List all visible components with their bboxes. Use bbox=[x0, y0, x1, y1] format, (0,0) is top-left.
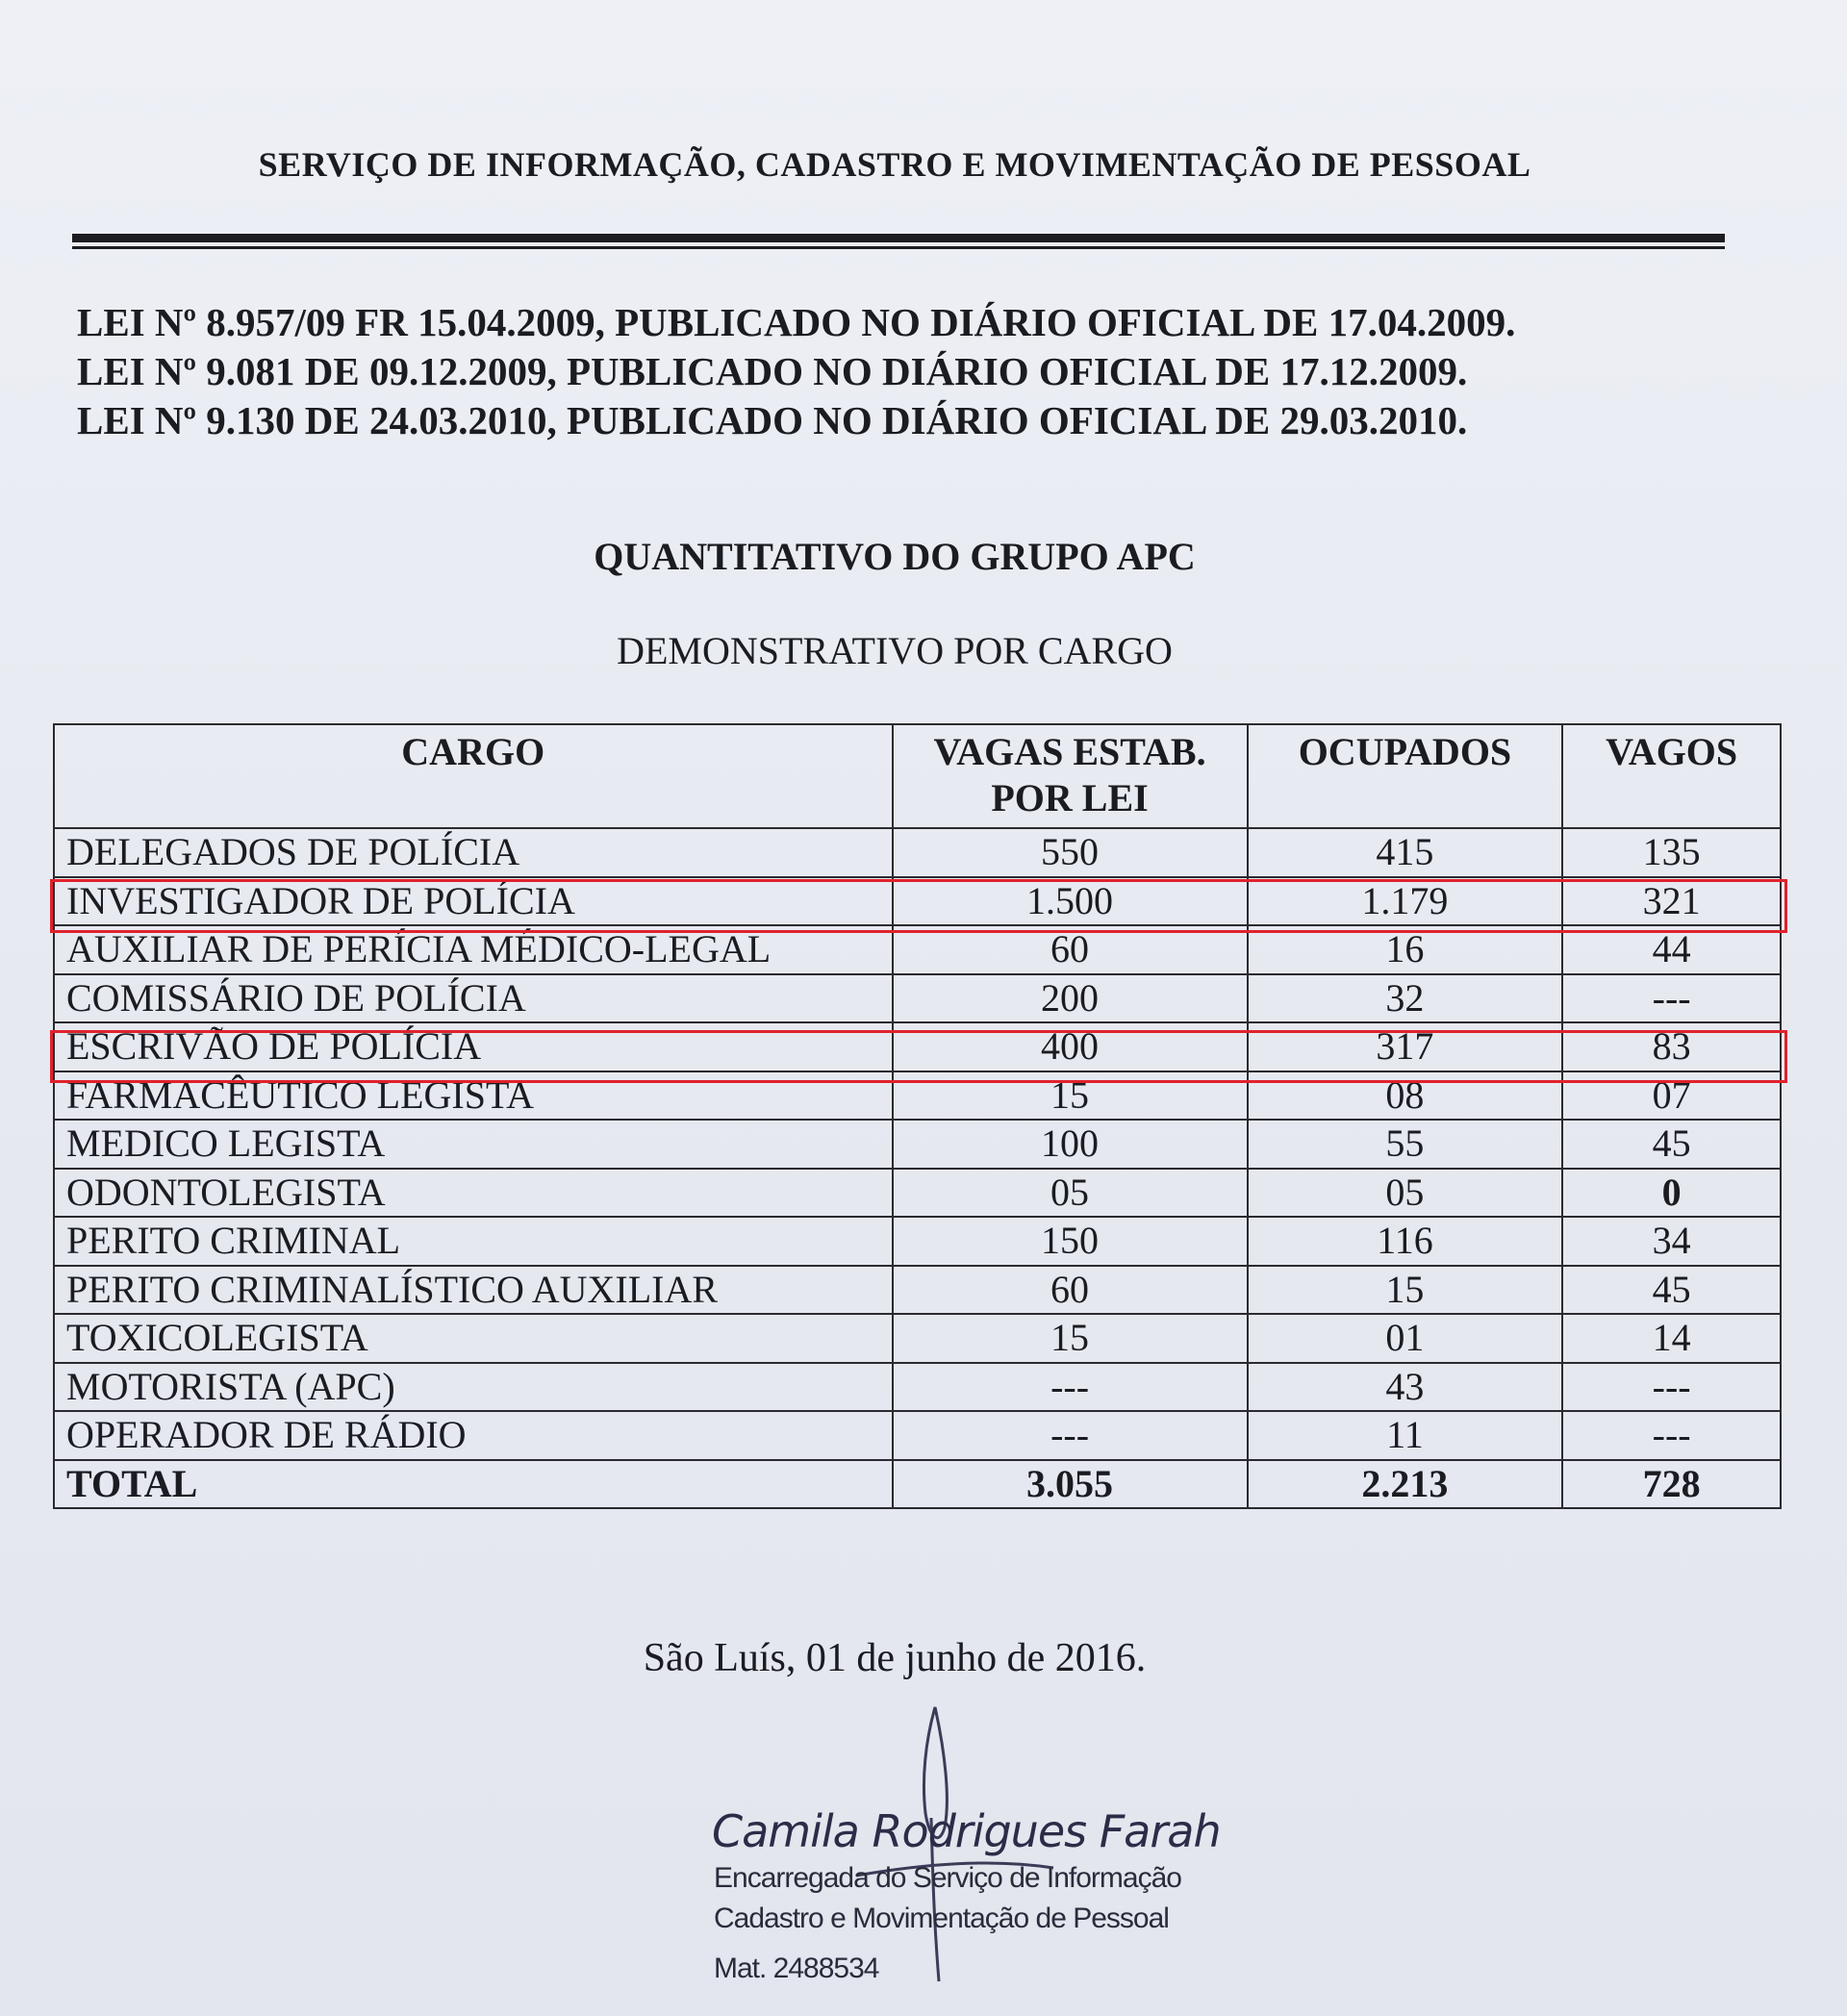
cell-ocupados: 1.179 bbox=[1248, 877, 1563, 926]
cell-cargo: FARMACÊUTICO LEGISTA bbox=[54, 1071, 893, 1121]
law-references bbox=[77, 298, 1751, 445]
cell-vagos: --- bbox=[1562, 1411, 1781, 1460]
cell-vagos: 45 bbox=[1562, 1120, 1781, 1169]
date-line: São Luís, 01 de junho de 2016. bbox=[643, 1636, 1147, 1680]
cell-vagos: 0 bbox=[1562, 1169, 1781, 1218]
cell-cargo: OPERADOR DE RÁDIO bbox=[54, 1411, 893, 1460]
cell-cargo: ODONTOLEGISTA bbox=[54, 1169, 893, 1218]
table-row bbox=[54, 974, 1781, 1023]
cell-cargo: MOTORISTA (APC) bbox=[54, 1363, 893, 1412]
cell-vagos: 14 bbox=[1562, 1314, 1781, 1363]
header-vagas-line1: VAGAS ESTAB. bbox=[933, 730, 1206, 773]
cell-cargo: COMISSÁRIO DE POLÍCIA bbox=[54, 974, 893, 1023]
cell-total-label: TOTAL bbox=[54, 1460, 893, 1509]
cell-vagas: 15 bbox=[893, 1314, 1248, 1363]
cell-vagas: 150 bbox=[893, 1217, 1248, 1266]
cell-ocupados: 317 bbox=[1248, 1022, 1563, 1071]
cell-total-vagos: 728 bbox=[1562, 1460, 1781, 1509]
cell-vagas: 15 bbox=[893, 1071, 1248, 1121]
cell-cargo: PERITO CRIMINALÍSTICO AUXILIAR bbox=[54, 1266, 893, 1315]
cell-vagos: 07 bbox=[1562, 1071, 1781, 1121]
table-row bbox=[54, 1120, 1781, 1169]
law-line: LEI Nº 9.081 DE 09.12.2009, PUBLICADO NO DIÁRIO OFICIAL DE 17.12.2009. bbox=[77, 349, 1468, 393]
table-total-row bbox=[54, 1460, 1781, 1509]
signature-registration: Mat. 2488534 bbox=[714, 1953, 879, 1984]
cell-vagas: --- bbox=[893, 1411, 1248, 1460]
cell-ocupados: 116 bbox=[1248, 1217, 1563, 1266]
header-vagas-line2: POR LEI bbox=[991, 776, 1149, 819]
cell-vagos: 83 bbox=[1562, 1022, 1781, 1071]
law-line: LEI Nº 8.957/09 FR 15.04.2009, PUBLICADO NO DIÁRIO OFICIAL DE 17.04.2009. bbox=[77, 300, 1516, 344]
cell-ocupados: 32 bbox=[1248, 974, 1563, 1023]
header-vagos: VAGOS bbox=[1562, 724, 1781, 828]
cell-total-ocupados: 2.213 bbox=[1248, 1460, 1563, 1509]
cell-vagos: 34 bbox=[1562, 1217, 1781, 1266]
cell-vagas: 400 bbox=[893, 1022, 1248, 1071]
cell-ocupados: 01 bbox=[1248, 1314, 1563, 1363]
table-row bbox=[54, 877, 1781, 926]
cell-ocupados: 16 bbox=[1248, 925, 1563, 974]
law-line: LEI Nº 9.130 DE 24.03.2010, PUBLICADO NO DIÁRIO OFICIAL DE 29.03.2010. bbox=[77, 398, 1468, 442]
table-row bbox=[54, 1071, 1781, 1121]
header-vagas bbox=[893, 724, 1248, 828]
cell-cargo: TOXICOLEGISTA bbox=[54, 1314, 893, 1363]
table-header-row bbox=[54, 724, 1781, 828]
cell-vagas: --- bbox=[893, 1363, 1248, 1412]
cell-vagos: 45 bbox=[1562, 1266, 1781, 1315]
cell-vagos: 135 bbox=[1562, 828, 1781, 877]
table-row bbox=[54, 828, 1781, 877]
cargo-table bbox=[53, 723, 1782, 1509]
cell-cargo: INVESTIGADOR DE POLÍCIA bbox=[54, 877, 893, 926]
table-row bbox=[54, 1363, 1781, 1412]
cell-cargo: DELEGADOS DE POLÍCIA bbox=[54, 828, 893, 877]
cell-vagas: 100 bbox=[893, 1120, 1248, 1169]
section-subtitle: DEMONSTRATIVO POR CARGO bbox=[617, 629, 1173, 672]
section-title: QUANTITATIVO DO GRUPO APC bbox=[594, 535, 1196, 578]
cell-vagos: --- bbox=[1562, 1363, 1781, 1412]
cell-vagos: 321 bbox=[1562, 877, 1781, 926]
cell-cargo: ESCRIVÃO DE POLÍCIA bbox=[54, 1022, 893, 1071]
cell-ocupados: 415 bbox=[1248, 828, 1563, 877]
cell-ocupados: 55 bbox=[1248, 1120, 1563, 1169]
cell-ocupados: 43 bbox=[1248, 1363, 1563, 1412]
cell-vagas: 60 bbox=[893, 1266, 1248, 1315]
cell-vagos: 44 bbox=[1562, 925, 1781, 974]
cell-vagas: 05 bbox=[893, 1169, 1248, 1218]
table-row bbox=[54, 1266, 1781, 1315]
header-rule-thick bbox=[72, 234, 1725, 242]
cell-ocupados: 11 bbox=[1248, 1411, 1563, 1460]
header-ocupados: OCUPADOS bbox=[1248, 724, 1563, 828]
cell-vagas: 200 bbox=[893, 974, 1248, 1023]
table-row bbox=[54, 1022, 1781, 1071]
cell-vagas: 60 bbox=[893, 925, 1248, 974]
cell-ocupados: 08 bbox=[1248, 1071, 1563, 1121]
cell-cargo: AUXILIAR DE PERÍCIA MÉDICO-LEGAL bbox=[54, 925, 893, 974]
table-row bbox=[54, 1217, 1781, 1266]
cell-ocupados: 15 bbox=[1248, 1266, 1563, 1315]
cell-cargo: PERITO CRIMINAL bbox=[54, 1217, 893, 1266]
table-row bbox=[54, 1314, 1781, 1363]
cell-vagos: --- bbox=[1562, 974, 1781, 1023]
signature-name: Camila Rodrigues Farah bbox=[712, 1805, 1221, 1857]
header-title: SERVIÇO DE INFORMAÇÃO, CADASTRO E MOVIMENTAÇÃO DE PESSOAL bbox=[258, 145, 1531, 184]
table-row bbox=[54, 1411, 1781, 1460]
table-row bbox=[54, 925, 1781, 974]
cell-vagas: 1.500 bbox=[893, 877, 1248, 926]
cell-cargo: MEDICO LEGISTA bbox=[54, 1120, 893, 1169]
table-row bbox=[54, 1169, 1781, 1218]
cell-ocupados: 05 bbox=[1248, 1169, 1563, 1218]
cell-total-vagas: 3.055 bbox=[893, 1460, 1248, 1509]
signature-role-line: Encarregada do Serviço de Informação bbox=[714, 1862, 1181, 1894]
header-cargo: CARGO bbox=[54, 724, 893, 828]
header-rule-thin bbox=[72, 246, 1725, 249]
signature-role-line: Cadastro e Movimentação de Pessoal bbox=[714, 1903, 1169, 1934]
cell-vagas: 550 bbox=[893, 828, 1248, 877]
